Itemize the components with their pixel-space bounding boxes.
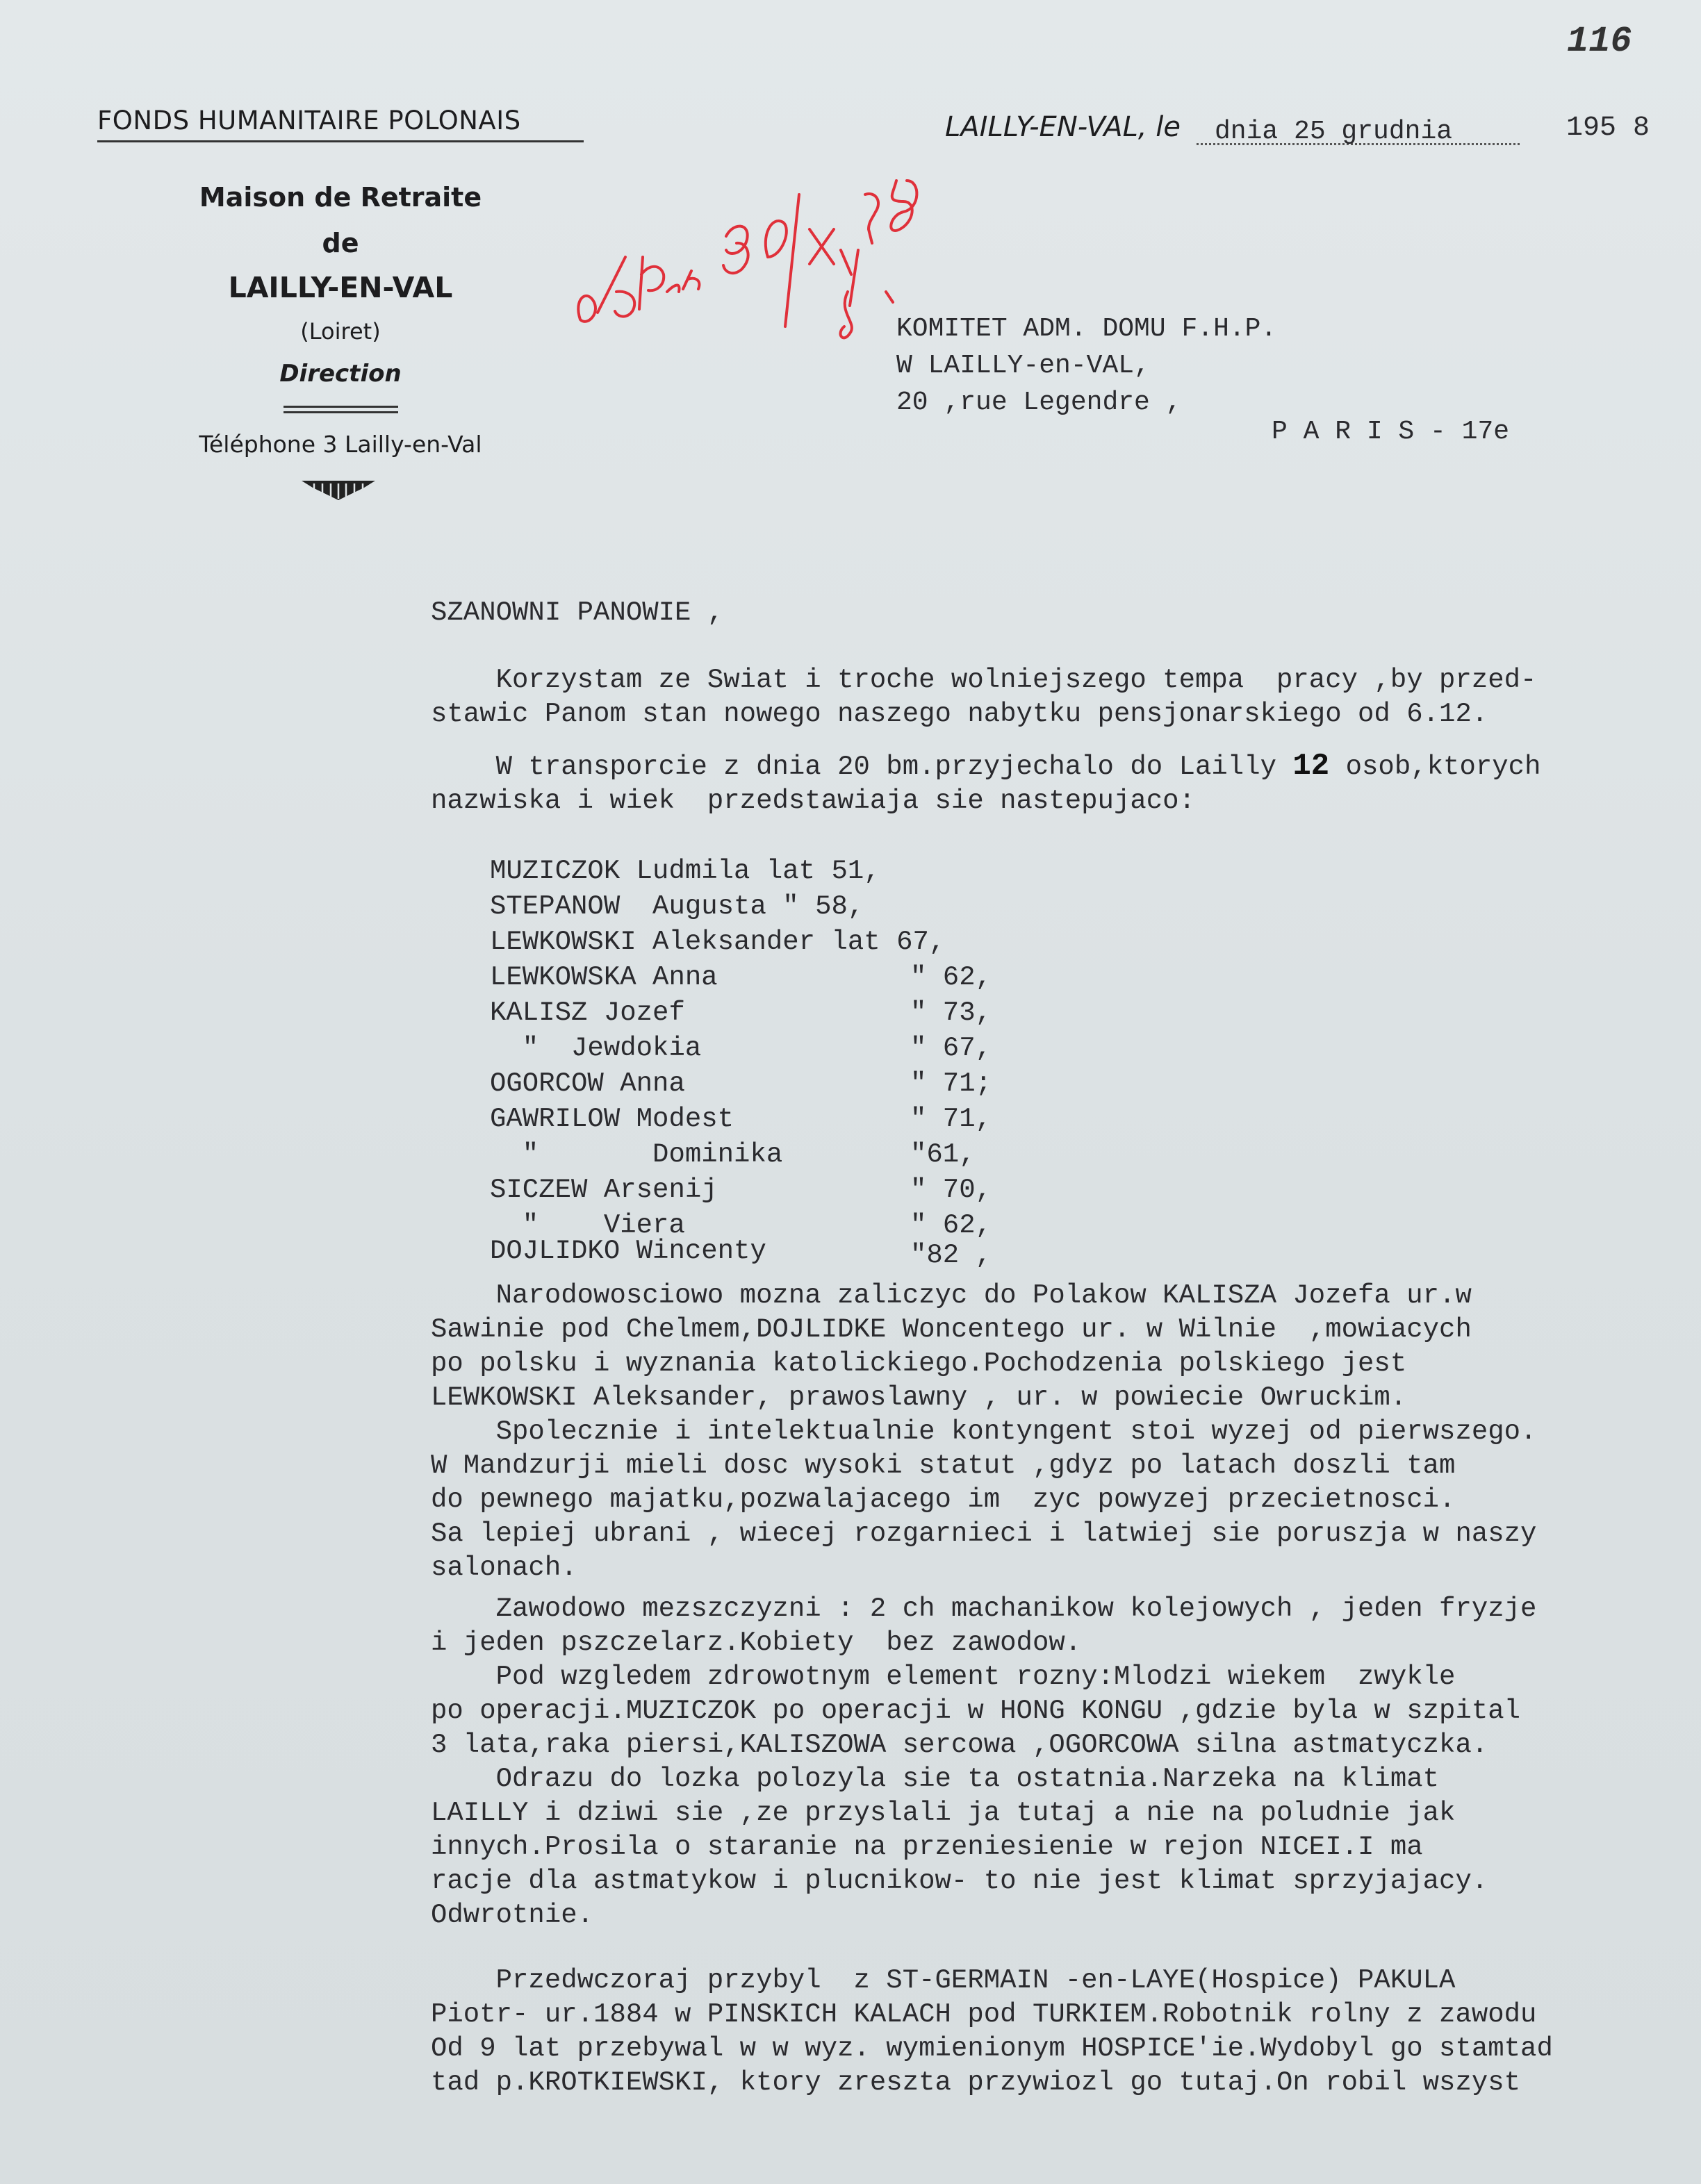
body-line: do pewnego majatku,pozwalajacego im zyc powyzej przecietnosci. (431, 1484, 1456, 1515)
resident-age: "61, (910, 1139, 976, 1170)
body-line: i jeden pszczelarz.Kobiety bez zawodow. (431, 1628, 1082, 1658)
closing-line: tad p.KROTKIEWSKI, ktory zreszta przywiozl go tutaj.On robil wszyst (431, 2067, 1521, 2098)
resident-name: STEPANOW Augusta " 58, (490, 891, 864, 922)
institution-preposition: de (322, 228, 359, 258)
page-number: 116 (1567, 21, 1632, 62)
wing-emblem-icon (300, 478, 377, 502)
handwritten-annotation-icon (559, 153, 948, 403)
transport-text: W transporcie z dnia 20 bm.przyjechalo do Lailly (431, 752, 1293, 782)
body-line: W Mandzurji mieli dosc wysoki statut ,gdyz po latach doszli tam (431, 1450, 1456, 1481)
recipient-line-3: 20 ,rue Legendre , (896, 388, 1182, 417)
recipient-city: P A R I S - 17e (1272, 417, 1510, 447)
closing-line: Przedwczoraj przybyl z ST-GERMAIN -en-LAYE(Hospice) PAKULA (431, 1965, 1456, 1996)
resident-age: " 73, (910, 998, 992, 1028)
paragraph-line: Korzystam ze Swiat i troche wolniejszego tempa pracy ,by przed- (431, 665, 1537, 695)
body-line: LEWKOWSKI Aleksander, prawoslawny , ur. w powiecie Owruckim. (431, 1382, 1407, 1413)
institution-region: (Loiret) (300, 318, 381, 345)
transport-count: 12 (1292, 749, 1330, 784)
institution-name: Maison de Retraite (199, 182, 482, 213)
telephone: Téléphone 3 Lailly-en-Val (199, 431, 482, 458)
dateline-year: 195 8 (1566, 113, 1650, 144)
body-line: Narodowosciowo mozna zaliczyc do Polakow KALISZA Jozefa ur.w (431, 1280, 1472, 1311)
resident-age: " 71; (910, 1068, 992, 1099)
resident-name: OGORCOW Anna (490, 1068, 685, 1099)
resident-age: " 71, (910, 1104, 992, 1134)
resident-name: KALISZ Jozef (490, 998, 685, 1028)
body-line: po polsku i wyznania katolickiego.Pochodzenia polskiego jest (431, 1348, 1407, 1379)
organization-name: FONDS HUMANITAIRE POLONAIS (97, 106, 521, 135)
resident-name: LEWKOWSKI Aleksander lat 67, (490, 927, 946, 957)
resident-name: SICZEW Arsenij (490, 1175, 718, 1205)
dateline-place: LAILLY-EN-VAL, le (945, 111, 1181, 143)
paragraph-line: stawic Panom stan nowego naszego nabytku pensjonarskiego od 6.12. (431, 699, 1488, 729)
resident-name: DOJLIDKO Wincenty (490, 1236, 766, 1266)
dateline-date: dnia 25 grudnia (1215, 117, 1453, 147)
body-line: Pod wzgledem zdrowotnym element rozny:Mlodzi wiekem zwykle (431, 1662, 1456, 1692)
body-line: Zawodowo mezszczyzni : 2 ch machanikow kolejowych , jeden fryzje (431, 1594, 1537, 1624)
closing-line: Od 9 lat przebywal w w wyz. wymienionym HOSPICE'ie.Wydobyl go stamtad (431, 2033, 1553, 2064)
resident-age: " 67, (910, 1033, 992, 1064)
salutation: SZANOWNI PANOWIE , (431, 597, 724, 628)
resident-name: MUZICZOK Ludmila lat 51, (490, 856, 880, 886)
transport-text-end: osob,ktorych (1329, 752, 1541, 782)
header-rule-bottom (284, 411, 398, 413)
recipient-line-2: W LAILLY-en-VAL, (896, 351, 1150, 381)
body-line: Odrazu do lozka polozyla sie ta ostatnia.Narzeka na klimat (431, 1764, 1440, 1794)
body-line: Spolecznie i intelektualnie kontyngent stoi wyzej od pierwszego. (431, 1416, 1537, 1447)
resident-name: " Jewdokia (490, 1033, 702, 1064)
body-line: innych.Prosila o staranie na przeniesienie w rejon NICEI.I ma (431, 1832, 1423, 1862)
recipient-line-1: KOMITET ADM. DOMU F.H.P. (896, 314, 1277, 344)
body-line: 3 lata,raka piersi,KALISZOWA sercowa ,OGORCOWA silna astmatyczka. (431, 1730, 1488, 1760)
resident-name: LEWKOWSKA Anna (490, 962, 718, 993)
transport-line: nazwiska i wiek przedstawiaja sie nastepujaco: (431, 786, 1195, 816)
body-line: po operacji.MUZICZOK po operacji w HONG KONGU ,gdzie byla w szpital (431, 1696, 1521, 1726)
body-line: Odwrotnie. (431, 1900, 594, 1930)
institution-place: LAILLY-EN-VAL (228, 271, 453, 304)
body-line: racje dla astmatykow i plucnikow- to nie jest klimat sprzyjajacy. (431, 1866, 1488, 1896)
body-line: salonach. (431, 1553, 577, 1583)
resident-age: " 62, (910, 1210, 992, 1241)
resident-name: GAWRILOW Modest (490, 1104, 734, 1134)
body-line: Sa lepiej ubrani , wiecej rozgarnieci i latwiej sie poruszja w naszy (431, 1519, 1537, 1549)
institution-department: Direction (279, 360, 402, 388)
header-rule-top (284, 406, 398, 408)
closing-line: Piotr- ur.1884 w PINSKICH KALACH pod TURKIEM.Robotnik rolny z zawodu (431, 1999, 1537, 2030)
resident-age: " 62, (910, 962, 992, 993)
resident-name: " Dominika (490, 1139, 783, 1170)
body-line: LAILLY i dziwi sie ,ze przyslali ja tutaj a nie na poludnie jak (431, 1798, 1456, 1828)
resident-age: "82 , (910, 1240, 992, 1271)
resident-name: " Viera (490, 1210, 685, 1241)
resident-age: " 70, (910, 1175, 992, 1205)
transport-line (431, 750, 1540, 785)
body-line: Sawinie pod Chelmem,DOJLIDKE Woncentego ur. w Wilnie ,mowiacych (431, 1314, 1472, 1345)
organization-underline (97, 140, 584, 142)
